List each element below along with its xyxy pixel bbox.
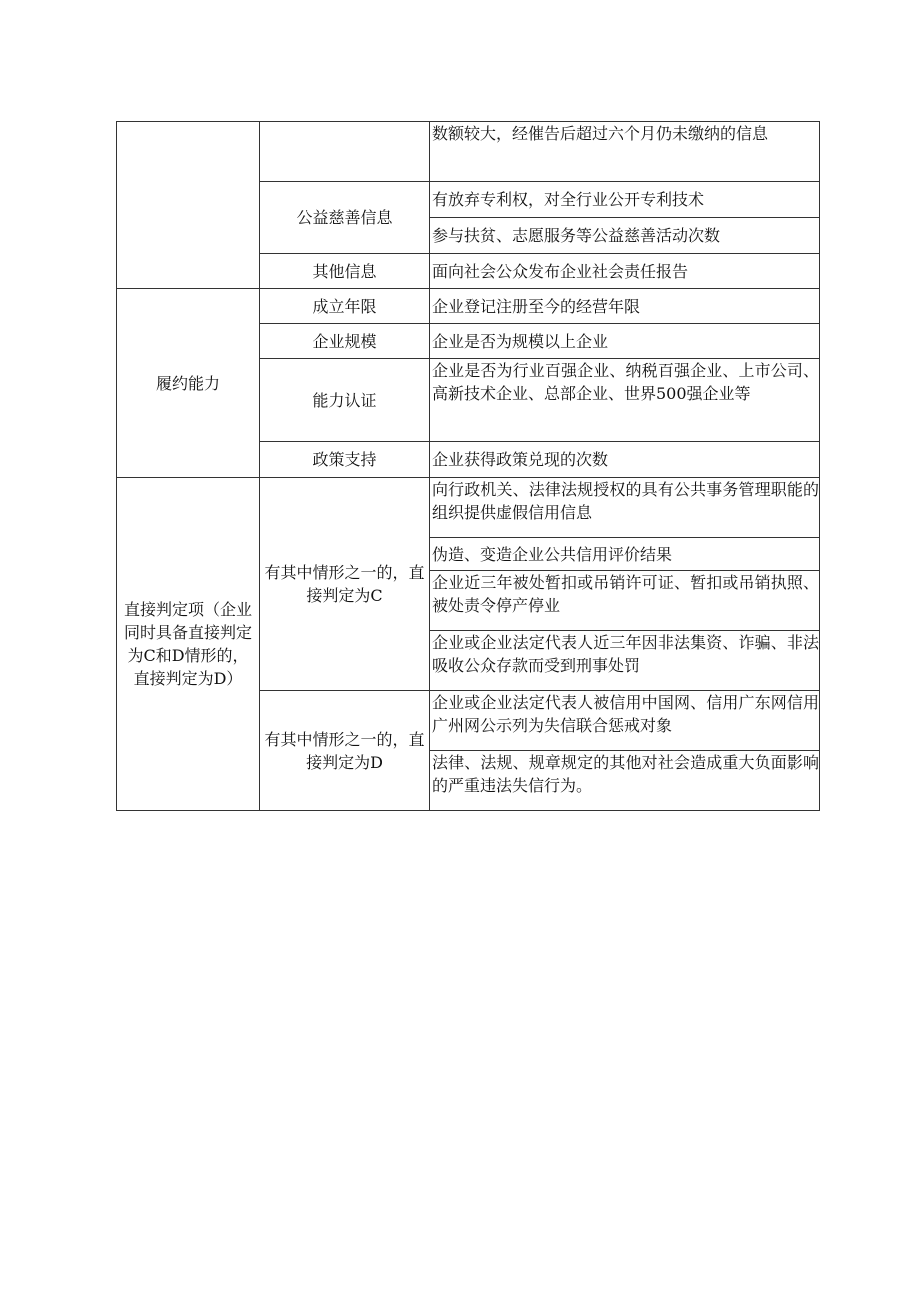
subcategory-cell: 企业规模 xyxy=(260,324,430,359)
indicator-cell: 企业或企业法定代表人被信用中国网、信用广东网信用广州网公示列为失信联合惩戒对象 xyxy=(430,691,820,751)
credit-evaluation-table xyxy=(116,121,820,811)
indicator-cell: 企业登记注册至今的经营年限 xyxy=(430,289,820,324)
subcategory-judged-d: 有其中情形之一的，直接判定为D xyxy=(260,691,430,811)
category-capability: 履约能力 xyxy=(117,289,260,478)
category-direct-judgement: 直接判定项（企业同时具备直接判定为C和D情形的，直接判定为D） xyxy=(117,478,260,811)
table-row xyxy=(117,478,820,538)
indicator-cell: 企业是否为行业百强企业、纳税百强企业、上市公司、高新技术企业、总部企业、世界500强企业等 xyxy=(430,359,820,442)
subcategory-cell: 政策支持 xyxy=(260,442,430,478)
indicator-cell: 企业是否为规模以上企业 xyxy=(430,324,820,359)
subcategory-public-welfare: 公益慈善信息 xyxy=(260,182,430,254)
table-row xyxy=(117,289,820,324)
subcategory-judged-c: 有其中情形之一的，直接判定为C xyxy=(260,478,430,691)
table-row xyxy=(117,122,820,182)
indicator-cell: 参与扶贫、志愿服务等公益慈善活动次数 xyxy=(430,218,820,254)
indicator-cell: 企业或企业法定代表人近三年因非法集资、诈骗、非法吸收公众存款而受到刑事处罚 xyxy=(430,631,820,691)
subcategory-cell-continued xyxy=(260,122,430,182)
indicator-cell: 有放弃专利权，对全行业公开专利技术 xyxy=(430,182,820,218)
category-cell-continued xyxy=(117,122,260,289)
indicator-cell: 面向社会公众发布企业社会责任报告 xyxy=(430,254,820,289)
indicator-cell: 法律、法规、规章规定的其他对社会造成重大负面影响的严重违法失信行为。 xyxy=(430,751,820,811)
indicator-cell: 向行政机关、法律法规授权的具有公共事务管理职能的组织提供虚假信用信息 xyxy=(430,478,820,538)
indicator-cell: 伪造、变造企业公共信用评价结果 xyxy=(430,538,820,571)
indicator-cell: 企业获得政策兑现的次数 xyxy=(430,442,820,478)
subcategory-cell: 能力认证 xyxy=(260,359,430,442)
indicator-cell: 企业近三年被处暂扣或吊销许可证、暂扣或吊销执照、被处责令停产停业 xyxy=(430,571,820,631)
indicator-cell: 数额较大，经催告后超过六个月仍未缴纳的信息 xyxy=(430,122,820,182)
subcategory-cell: 成立年限 xyxy=(260,289,430,324)
subcategory-other: 其他信息 xyxy=(260,254,430,289)
